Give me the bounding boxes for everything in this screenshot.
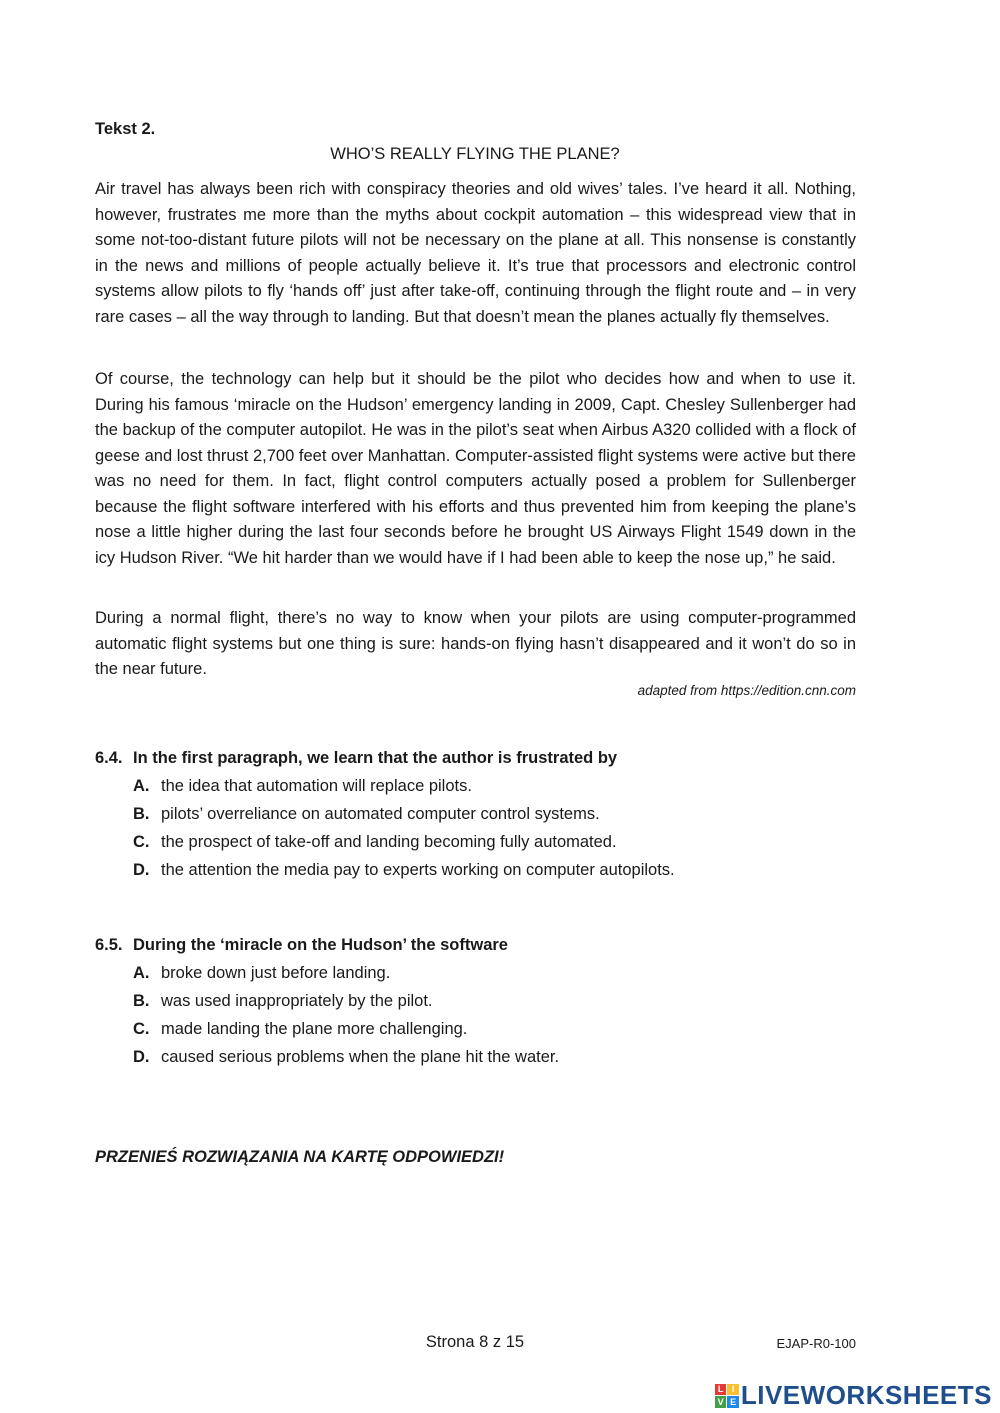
paragraph-1: Air travel has always been rich with conspiracy theories and old wives’ tales. I’ve heard it all. Nothing, however, frustrates me more than the myths about cockpit automation – this widespread view that in some not-too-distant future pilots will not be necessary on the plane at all. This nonsense is constantly in the news and millions of people actually believe it. It’s true that processors and electronic control systems allow pilots to fly ‘hands off’ just after take-off, continuing through the flight route and – in very rare cases – all the way through to landing. But that doesn’t mean the planes actually fly themselves. — [95, 180, 856, 326]
question-number: 6.5. — [95, 936, 123, 954]
option-letter: A. — [133, 963, 150, 982]
option-letter: D. — [133, 860, 150, 879]
option-letter: D. — [133, 1047, 150, 1066]
liveworksheets-logo-icon — [715, 1384, 739, 1408]
answer-option-d[interactable] — [133, 856, 895, 884]
page-number: Strona 8 z 15 — [425, 1333, 525, 1351]
answer-option-d[interactable] — [133, 1043, 895, 1071]
source-citation: adapted from https://edition.cnn.com — [637, 683, 856, 698]
answer-option-b[interactable] — [133, 800, 895, 828]
article-title: WHO’S REALLY FLYING THE PLANE? — [330, 145, 620, 163]
paragraph-3: During a normal flight, there’s no way to know when your pilots are using computer-programmed automatic flight systems but one thing is sure: hands-on flying hasn’t disappeared and it won’t do so in the near future. — [95, 609, 856, 678]
logo-letter-e: E — [727, 1396, 739, 1408]
option-text: the attention the media pay to experts working on computer autopilots. — [161, 860, 675, 879]
option-text: pilots’ overreliance on automated computer control systems. — [161, 804, 600, 823]
question-number: 6.4. — [95, 749, 123, 767]
liveworksheets-logo — [715, 1380, 992, 1411]
option-text: the prospect of take-off and landing becoming fully automated. — [161, 832, 617, 851]
answer-option-a[interactable] — [133, 959, 895, 987]
option-letter: B. — [133, 991, 150, 1010]
paragraph-2: Of course, the technology can help but it should be the pilot who decides how and when to use it. During his famous ‘miracle on the Hudson’ emergency landing in 2009, Capt. Chesley Sullenberger had the backup of the computer autopilot. He was in the pilot’s seat when Airbus A320 collided with a flock of geese and lost thrust 2,700 feet over Manhattan. Computer-assisted flight systems were active but there was no need for them. In fact, flight control computers actually posed a problem for Sullenberger because the flight software interfered with his efforts and thus prevented him from keeping the plane’s nose a little higher during the last four seconds before he brought US Airways Flight 1549 down in the icy Hudson River. “We hit harder than we would have if I had been able to keep the nose up,” he said. — [95, 370, 856, 567]
exam-code: EJAP-R0-100 — [776, 1336, 856, 1351]
logo-letter-i: I — [727, 1384, 739, 1396]
option-letter: A. — [133, 776, 150, 795]
option-text: broke down just before landing. — [161, 963, 391, 982]
question-stem — [95, 936, 895, 955]
question-text: In the first paragraph, we learn that the author is frustrated by — [133, 749, 618, 767]
logo-letter-v: V — [715, 1396, 727, 1408]
answer-option-a[interactable] — [133, 772, 895, 800]
transfer-instruction: PRZENIEŚ ROZWIĄZANIA NA KARTĘ ODPOWIEDZI! — [95, 1148, 505, 1166]
answer-option-c[interactable] — [133, 828, 895, 856]
liveworksheets-logo-text: LIVEWORKSHEETS — [740, 1380, 992, 1410]
option-letter: C. — [133, 832, 150, 851]
option-letter: C. — [133, 1019, 150, 1038]
question-6-4 — [95, 749, 895, 884]
option-text: was used inappropriately by the pilot. — [161, 991, 433, 1010]
option-letter: B. — [133, 804, 150, 823]
option-text: caused serious problems when the plane hit the water. — [161, 1047, 560, 1066]
answer-option-c[interactable] — [133, 1015, 895, 1043]
option-text: made landing the plane more challenging. — [161, 1019, 468, 1038]
text-label: Tekst 2. — [95, 120, 156, 138]
logo-letter-l: L — [715, 1384, 727, 1396]
question-6-5 — [95, 936, 895, 1071]
question-stem — [95, 749, 895, 768]
answer-option-b[interactable] — [133, 987, 895, 1015]
option-text: the idea that automation will replace pilots. — [161, 776, 472, 795]
question-text: During the ‘miracle on the Hudson’ the software — [133, 936, 508, 954]
